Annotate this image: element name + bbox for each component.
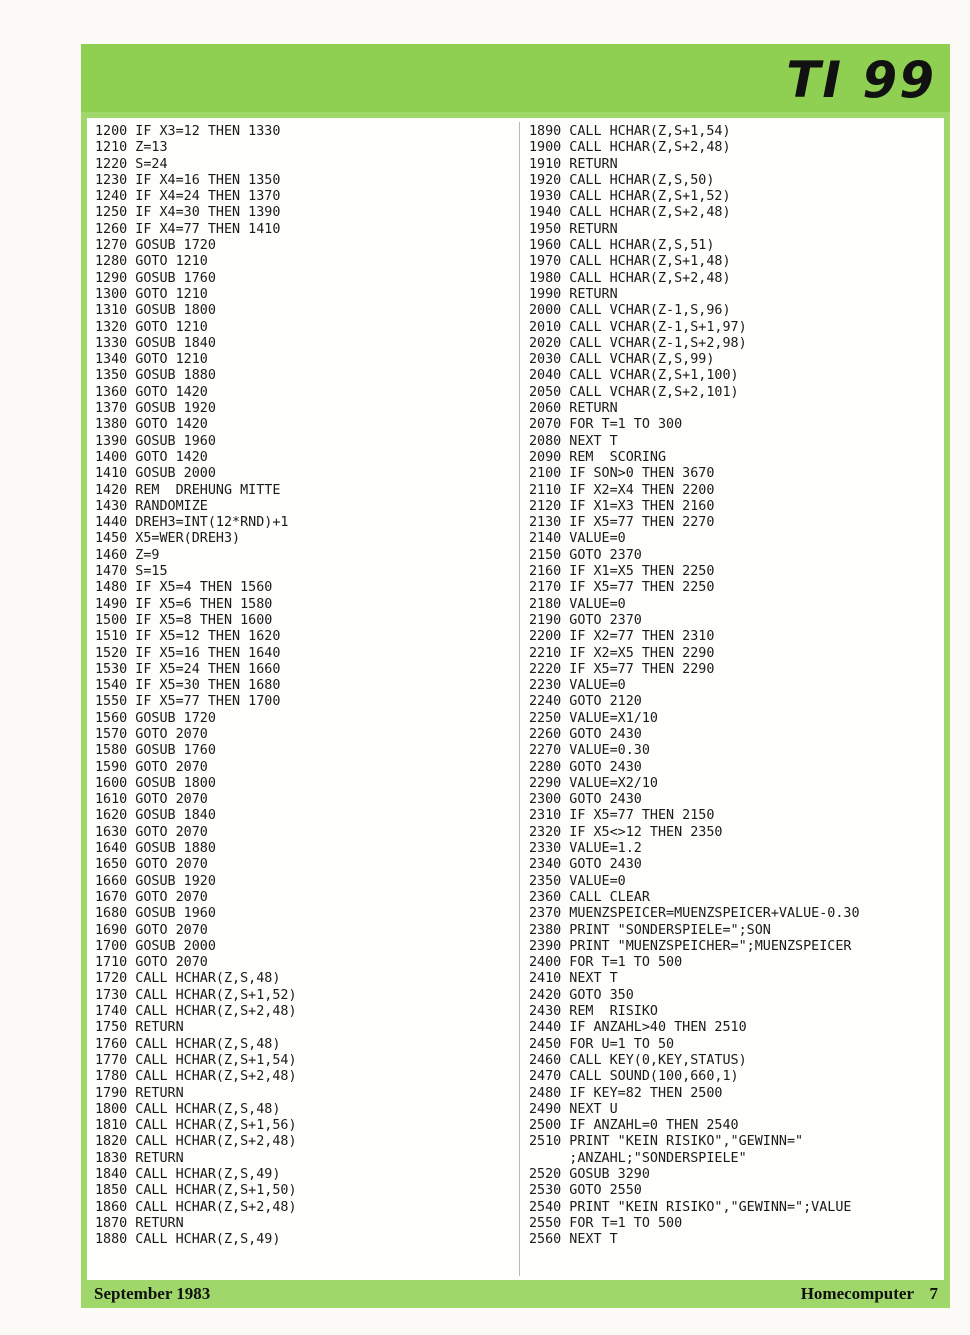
code-line: 1210 Z=13 <box>95 140 168 156</box>
code-line: 2510 PRINT "KEIN RISIKO","GEWINN=" <box>529 1134 804 1150</box>
code-line: 1950 RETURN <box>529 221 618 237</box>
magazine-page <box>6 8 960 1326</box>
code-line: 1350 GOSUB 1880 <box>95 368 216 384</box>
code-line: 2410 NEXT T <box>529 971 618 987</box>
code-line: 2370 MUENZSPEICER=MUENZSPEICER+VALUE-0.30 <box>529 906 860 922</box>
code-line: 1920 CALL HCHAR(Z,S,50) <box>529 172 715 188</box>
code-line: 2530 GOTO 2550 <box>529 1183 642 1199</box>
code-line: 1930 CALL HCHAR(Z,S+1,52) <box>529 189 731 205</box>
code-line: 2430 REM RISIKO <box>529 1004 658 1020</box>
listing-column-right <box>529 124 860 1248</box>
code-line: 2210 IF X2=X5 THEN 2290 <box>529 645 715 661</box>
code-line: 1560 GOSUB 1720 <box>95 710 216 726</box>
code-line: 2190 GOTO 2370 <box>529 612 642 628</box>
code-line: 1740 CALL HCHAR(Z,S+2,48) <box>95 1004 297 1020</box>
code-line: 1410 GOSUB 2000 <box>95 466 216 482</box>
code-line: 1770 CALL HCHAR(Z,S+1,54) <box>95 1052 297 1068</box>
code-line: 2480 IF KEY=82 THEN 2500 <box>529 1085 723 1101</box>
code-line: 1800 CALL HCHAR(Z,S,48) <box>95 1101 281 1117</box>
code-line: 2090 REM SCORING <box>529 449 667 465</box>
code-line: 2550 FOR T=1 TO 500 <box>529 1215 683 1231</box>
program-listing <box>87 118 944 1280</box>
magazine-name: Homecomputer <box>800 1284 914 1303</box>
code-line: 1870 RETURN <box>95 1215 184 1231</box>
code-line: 1360 GOTO 1420 <box>95 384 208 400</box>
code-line: 1340 GOTO 1210 <box>95 352 208 368</box>
code-line: 1780 CALL HCHAR(Z,S+2,48) <box>95 1069 297 1085</box>
code-line: 1260 IF X4=77 THEN 1410 <box>95 221 281 237</box>
code-line: 1880 CALL HCHAR(Z,S,49) <box>95 1232 281 1248</box>
code-line: 2220 IF X5=77 THEN 2290 <box>529 661 715 677</box>
code-line: 1370 GOSUB 1920 <box>95 401 216 417</box>
code-line: 1320 GOTO 1210 <box>95 319 208 335</box>
code-line: 2500 IF ANZAHL=0 THEN 2540 <box>529 1118 739 1134</box>
code-line: 1270 GOSUB 1720 <box>95 238 216 254</box>
code-line: 2280 GOTO 2430 <box>529 759 642 775</box>
code-line: 1790 RETURN <box>95 1085 184 1101</box>
code-line: 2440 IF ANZAHL>40 THEN 2510 <box>529 1020 747 1036</box>
code-line: 1400 GOTO 1420 <box>95 449 208 465</box>
code-line: 1940 CALL HCHAR(Z,S+2,48) <box>529 205 731 221</box>
code-line: 1500 IF X5=8 THEN 1600 <box>95 612 273 628</box>
header-band <box>81 44 950 112</box>
code-line: 1460 Z=9 <box>95 547 160 563</box>
code-line: 1670 GOTO 2070 <box>95 889 208 905</box>
code-line: 1230 IF X4=16 THEN 1350 <box>95 172 281 188</box>
code-line: 1850 CALL HCHAR(Z,S+1,50) <box>95 1183 297 1199</box>
code-line: 2310 IF X5=77 THEN 2150 <box>529 808 715 824</box>
code-line: 2080 NEXT T <box>529 433 618 449</box>
code-line: 2040 CALL VCHAR(Z,S+1,100) <box>529 368 739 384</box>
code-line: 2250 VALUE=X1/10 <box>529 710 658 726</box>
code-line: 1420 REM DREHUNG MITTE <box>95 482 281 498</box>
code-line: 1650 GOTO 2070 <box>95 857 208 873</box>
code-line: 2330 VALUE=1.2 <box>529 841 642 857</box>
code-line: 1540 IF X5=30 THEN 1680 <box>95 678 281 694</box>
code-line: 2160 IF X1=X5 THEN 2250 <box>529 564 715 580</box>
code-line: 1640 GOSUB 1880 <box>95 841 216 857</box>
code-line: 2390 PRINT "MUENZSPEICHER=";MUENZSPEICER <box>529 938 852 954</box>
code-line: 1660 GOSUB 1920 <box>95 873 216 889</box>
code-line: 1530 IF X5=24 THEN 1660 <box>95 661 281 677</box>
code-line: 2470 CALL SOUND(100,660,1) <box>529 1069 739 1085</box>
code-line: 2520 GOSUB 3290 <box>529 1167 650 1182</box>
code-line: 2060 RETURN <box>529 401 618 417</box>
code-line: 1240 IF X4=24 THEN 1370 <box>95 189 281 205</box>
code-line: 1610 GOTO 2070 <box>95 792 208 808</box>
code-line: 1900 CALL HCHAR(Z,S+2,48) <box>529 140 731 156</box>
code-line: 1680 GOSUB 1960 <box>95 906 216 922</box>
code-line: 1380 GOTO 1420 <box>95 417 208 433</box>
code-line: 1590 GOTO 2070 <box>95 759 208 775</box>
code-line: 2230 VALUE=0 <box>529 678 626 694</box>
code-line: 1730 CALL HCHAR(Z,S+1,52) <box>95 987 297 1003</box>
code-line: 1630 GOTO 2070 <box>95 824 208 840</box>
code-line: 1760 CALL HCHAR(Z,S,48) <box>95 1036 281 1052</box>
code-line: 1890 CALL HCHAR(Z,S+1,54) <box>529 124 731 139</box>
code-line: 2120 IF X1=X3 THEN 2160 <box>529 498 715 514</box>
code-line: 1580 GOSUB 1760 <box>95 743 216 759</box>
code-line: 2020 CALL VCHAR(Z-1,S+2,98) <box>529 335 747 351</box>
code-line: 1840 CALL HCHAR(Z,S,49) <box>95 1167 281 1182</box>
code-line: 2260 GOTO 2430 <box>529 726 642 742</box>
code-line: 1220 S=24 <box>95 156 168 172</box>
page-footer <box>81 1280 950 1308</box>
code-line: 1280 GOTO 1210 <box>95 254 208 270</box>
code-line: 1310 GOSUB 1800 <box>95 303 216 319</box>
page-frame <box>81 44 950 1308</box>
code-line: 1960 CALL HCHAR(Z,S,51) <box>529 238 715 254</box>
code-line: 2140 VALUE=0 <box>529 531 626 547</box>
page-number: 7 <box>929 1284 938 1303</box>
code-line: 1690 GOTO 2070 <box>95 922 208 938</box>
code-line: 1480 IF X5=4 THEN 1560 <box>95 580 273 596</box>
code-line: 2050 CALL VCHAR(Z,S+2,101) <box>529 384 739 400</box>
code-line: 1910 RETURN <box>529 156 618 172</box>
code-line: 1520 IF X5=16 THEN 1640 <box>95 645 281 661</box>
code-line: 1300 GOTO 1210 <box>95 286 208 302</box>
code-line: 1820 CALL HCHAR(Z,S+2,48) <box>95 1134 297 1150</box>
code-line: 1470 S=15 <box>95 564 168 580</box>
code-line: 2110 IF X2=X4 THEN 2200 <box>529 482 715 498</box>
code-line: 1510 IF X5=12 THEN 1620 <box>95 629 281 645</box>
code-line: 2100 IF SON>0 THEN 3670 <box>529 466 715 482</box>
code-line: 2150 GOTO 2370 <box>529 547 642 563</box>
code-line: 1600 GOSUB 1800 <box>95 775 216 791</box>
code-line: 1330 GOSUB 1840 <box>95 335 216 351</box>
code-line: 2170 IF X5=77 THEN 2250 <box>529 580 715 596</box>
code-line: 2460 CALL KEY(0,KEY,STATUS) <box>529 1052 747 1068</box>
code-line: 1980 CALL HCHAR(Z,S+2,48) <box>529 270 731 286</box>
code-line: 2010 CALL VCHAR(Z-1,S+1,97) <box>529 319 747 335</box>
code-line: 2000 CALL VCHAR(Z-1,S,96) <box>529 303 731 319</box>
code-line: 2180 VALUE=0 <box>529 596 626 612</box>
code-line: 2400 FOR T=1 TO 500 <box>529 955 683 971</box>
code-line: 2450 FOR U=1 TO 50 <box>529 1036 675 1052</box>
code-line: ;ANZAHL;"SONDERSPIELE" <box>529 1150 747 1166</box>
code-line: 1860 CALL HCHAR(Z,S+2,48) <box>95 1199 297 1215</box>
code-line: 2560 NEXT T <box>529 1232 618 1248</box>
code-line: 1290 GOSUB 1760 <box>95 270 216 286</box>
issue-date: September 1983 <box>94 1284 211 1303</box>
code-line: 1700 GOSUB 2000 <box>95 938 216 954</box>
code-line: 1810 CALL HCHAR(Z,S+1,56) <box>95 1118 297 1134</box>
code-line: 1970 CALL HCHAR(Z,S+1,48) <box>529 254 731 270</box>
code-line: 2290 VALUE=X2/10 <box>529 775 658 791</box>
code-line: 2130 IF X5=77 THEN 2270 <box>529 515 715 531</box>
code-line: 1710 GOTO 2070 <box>95 955 208 971</box>
code-line: 2490 NEXT U <box>529 1101 618 1117</box>
column-divider <box>519 122 520 1276</box>
code-line: 1720 CALL HCHAR(Z,S,48) <box>95 971 281 987</box>
code-line: 2300 GOTO 2430 <box>529 792 642 808</box>
code-line: 1390 GOSUB 1960 <box>95 433 216 449</box>
code-line: 1550 IF X5=77 THEN 1700 <box>95 694 281 710</box>
code-line: 2380 PRINT "SONDERSPIELE=";SON <box>529 922 771 938</box>
code-line: 2350 VALUE=0 <box>529 873 626 889</box>
code-line: 1750 RETURN <box>95 1020 184 1036</box>
code-line: 2030 CALL VCHAR(Z,S,99) <box>529 352 715 368</box>
code-line: 2540 PRINT "KEIN RISIKO","GEWINN=";VALUE <box>529 1199 852 1215</box>
code-line: 1990 RETURN <box>529 286 618 302</box>
code-line: 1490 IF X5=6 THEN 1580 <box>95 596 273 612</box>
code-line: 1450 X5=WER(DREH3) <box>95 531 241 547</box>
code-line: 1570 GOTO 2070 <box>95 726 208 742</box>
code-line: 2320 IF X5<>12 THEN 2350 <box>529 824 723 840</box>
brand-title: TI 99 <box>786 51 936 109</box>
code-line: 1250 IF X4=30 THEN 1390 <box>95 205 281 221</box>
code-line: 1830 RETURN <box>95 1150 184 1166</box>
code-line: 1200 IF X3=12 THEN 1330 <box>95 124 281 139</box>
code-line: 1430 RANDOMIZE <box>95 498 208 514</box>
code-line: 2270 VALUE=0.30 <box>529 743 650 759</box>
code-line: 2240 GOTO 2120 <box>529 694 642 710</box>
code-line: 2420 GOTO 350 <box>529 987 634 1003</box>
listing-column-left <box>95 124 297 1248</box>
code-line: 2340 GOTO 2430 <box>529 857 642 873</box>
code-line: 2360 CALL CLEAR <box>529 889 650 905</box>
code-line: 1620 GOSUB 1840 <box>95 808 216 824</box>
code-line: 2200 IF X2=77 THEN 2310 <box>529 629 715 645</box>
code-line: 2070 FOR T=1 TO 300 <box>529 417 683 433</box>
code-line: 1440 DREH3=INT(12*RND)+1 <box>95 515 289 531</box>
